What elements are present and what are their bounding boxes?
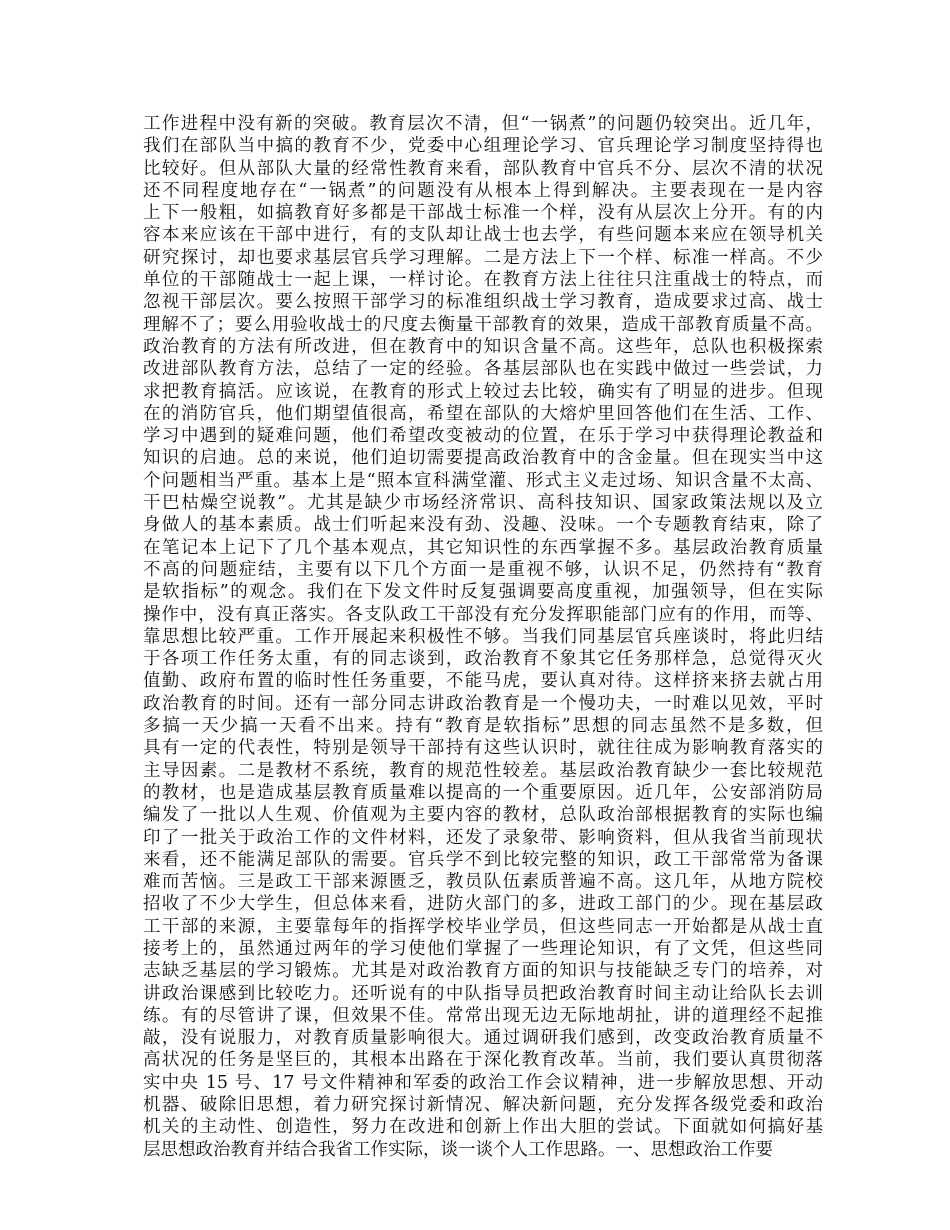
text-line: 个问题相当严重。基本上是“照本宣科满堂灌、形式主义走过场、知识含量不太高、 — [143, 470, 823, 491]
text-line: 改进部队教育方法，总结了一定的经验。各基层部队也在实践中做过一些尝试，力 — [143, 359, 823, 380]
text-line: 于各项工作任务太重，有的同志谈到，政治教育不象其它任务那样急，总觉得灭火 — [143, 649, 823, 670]
text-line: 上下一般粗，如搞教育好多都是干部战士标准一个样，没有从层次上分开。有的内 — [143, 203, 823, 224]
text-line: 实中央 15 号、17 号文件精神和军委的政治工作会议精神，进一步解放思想、开动 — [143, 1072, 823, 1093]
text-line: 忽视干部层次。要么按照干部学习的标准组织战士学习教育，造成要求过高、战士 — [143, 292, 823, 313]
text-line: 具有一定的代表性，特别是领导干部持有这些认识时，就往往成为影响教育落实的 — [143, 738, 823, 759]
text-line: 是软指标”的观念。我们在下发文件时反复强调要高度重视，加强领导，但在实际 — [143, 582, 823, 603]
text-line: 敲，没有说服力，对教育质量影响很大。通过调研我们感到，改变政治教育质量不 — [143, 1028, 823, 1049]
text-line: 难而苦恼。三是政工干部来源匮乏，教员队伍素质普遍不高。这几年，从地方院校 — [143, 872, 823, 893]
text-line: 接考上的，虽然通过两年的学习使他们掌握了一些理论知识，有了文凭，但这些同 — [143, 938, 823, 959]
text-line: 操作中，没有真正落实。各支队政工干部没有充分发挥职能部门应有的作用，而等、 — [143, 604, 823, 625]
text-line: 政治教育的时间。还有一部分同志讲政治教育是一个慢功夫，一时难以见效，平时 — [143, 693, 823, 714]
text-line: 印了一批关于政治工作的文件材料，还发了录象带、影响资料，但从我省当前现状 — [143, 827, 823, 848]
text-line: 在笔记本上记下了几个基本观点，其它知识性的东西掌握不多。基层政治教育质量 — [143, 537, 823, 558]
text-line: 志缺乏基层的学习锻炼。尤其是对政治教育方面的知识与技能缺乏专门的培养，对 — [143, 961, 823, 982]
text-line: 比较好。但从部队大量的经常性教育来看，部队教育中官兵不分、层次不清的状况 — [143, 158, 823, 179]
text-line: 学习中遇到的疑难问题，他们希望改变被动的位置，在乐于学习中获得理论教益和 — [143, 426, 823, 447]
text-line: 身做人的基本素质。战士们听起来没有劲、没趣、没味。一个专题教育结束，除了 — [143, 515, 823, 536]
text-line: 求把教育搞活。应该说，在教育的形式上较过去比较，确实有了明显的进步。但现 — [143, 381, 823, 402]
text-line: 不高的问题症结，主要有以下几个方面一是重视不够，认识不足，仍然持有“教育 — [143, 559, 823, 580]
text-line: 值勤、政府布置的临时性任务重要，不能马虎，要认真对待。这样挤来挤去就占用 — [143, 671, 823, 692]
text-line: 知识的启迪。总的来说，他们迫切需要提高政治教育中的含金量。但在现实当中这 — [143, 448, 823, 469]
text-line: 招收了不少大学生，但总体来看，进防火部门的多，进政工部门的少。现在基层政 — [143, 894, 823, 915]
text-line: 在的消防官兵，他们期望值很高，希望在部队的大熔炉里回答他们在生活、工作、 — [143, 403, 823, 424]
text-line: 工作进程中没有新的突破。教育层次不清，但“一锅煮”的问题仍较突出。近几年， — [143, 114, 823, 134]
text-line: 机器、破除旧思想，着力研究探讨新情况、解决新问题，充分发挥各级党委和政治 — [143, 1095, 823, 1116]
text-line: 的教材，也是造成基层教育质量难以提高的一个重要原因。近几年，公安部消防局 — [143, 782, 823, 803]
text-line: 还不同程度地存在“一锅煮”的问题没有从根本上得到解决。主要表现在一是内容 — [143, 180, 823, 201]
body-paragraph — [143, 113, 823, 1161]
text-line: 理解不了；要么用验收战士的尺度去衡量干部教育的效果，造成干部教育质量不高。 — [143, 314, 823, 335]
text-line: 讲政治课感到比较吃力。还听说有的中队指导员把政治教育时间主动让给队长去训 — [143, 983, 823, 1004]
text-line: 层思想政治教育并结合我省工作实际，谈一谈个人工作思路。一、思想政治工作要 — [143, 1139, 773, 1160]
text-line: 研究探讨，却也要求基层官兵学习理解。二是方法上下一个样、标准一样高。不少 — [143, 247, 823, 268]
text-line: 高状况的任务是坚巨的，其根本出路在于深化教育改革。当前，我们要认真贯彻落 — [143, 1050, 823, 1071]
text-line: 政治教育的方法有所改进，但在教育中的知识含量不高。这些年，总队也积极探索 — [143, 336, 823, 357]
text-line: 机关的主动性、创造性，努力在改进和创新上作出大胆的尝试。下面就如何搞好基 — [143, 1117, 823, 1138]
text-line: 多搞一天少搞一天看不出来。持有“教育是软指标”思想的同志虽然不是多数，但 — [143, 716, 823, 737]
text-line: 编发了一批以人生观、价值观为主要内容的教材，总队政治部根据教育的实际也编 — [143, 805, 823, 826]
text-line: 来看，还不能满足部队的需要。官兵学不到比较完整的知识，政工干部常常为备课 — [143, 849, 823, 870]
text-line: 单位的干部随战士一起上课，一样讨论。在教育方法上往往只注重战士的特点，而 — [143, 270, 823, 291]
text-line: 靠思想比较严重。工作开展起来积极性不够。当我们同基层官兵座谈时，将此归结 — [143, 626, 823, 647]
text-line: 工干部的来源，主要靠每年的指挥学校毕业学员，但这些同志一开始都是从战士直 — [143, 916, 823, 937]
text-line: 干巴枯燥空说教”。尤其是缺少市场经济常识、高科技知识、国家政策法规以及立 — [143, 493, 823, 514]
text-line: 我们在部队当中搞的教育不少，党委中心组理论学习、官兵理论学习制度坚持得也 — [143, 136, 823, 157]
text-line: 容本来应该在干部中进行，有的支队却让战士也去学，有些问题本来应在领导机关 — [143, 225, 823, 246]
text-line: 主导因素。二是教材不系统，教育的规范性较差。基层政治教育缺少一套比较规范 — [143, 760, 823, 781]
text-line: 练。有的尽管讲了课，但效果不佳。常常出现无边无际地胡扯，讲的道理经不起推 — [143, 1005, 823, 1026]
